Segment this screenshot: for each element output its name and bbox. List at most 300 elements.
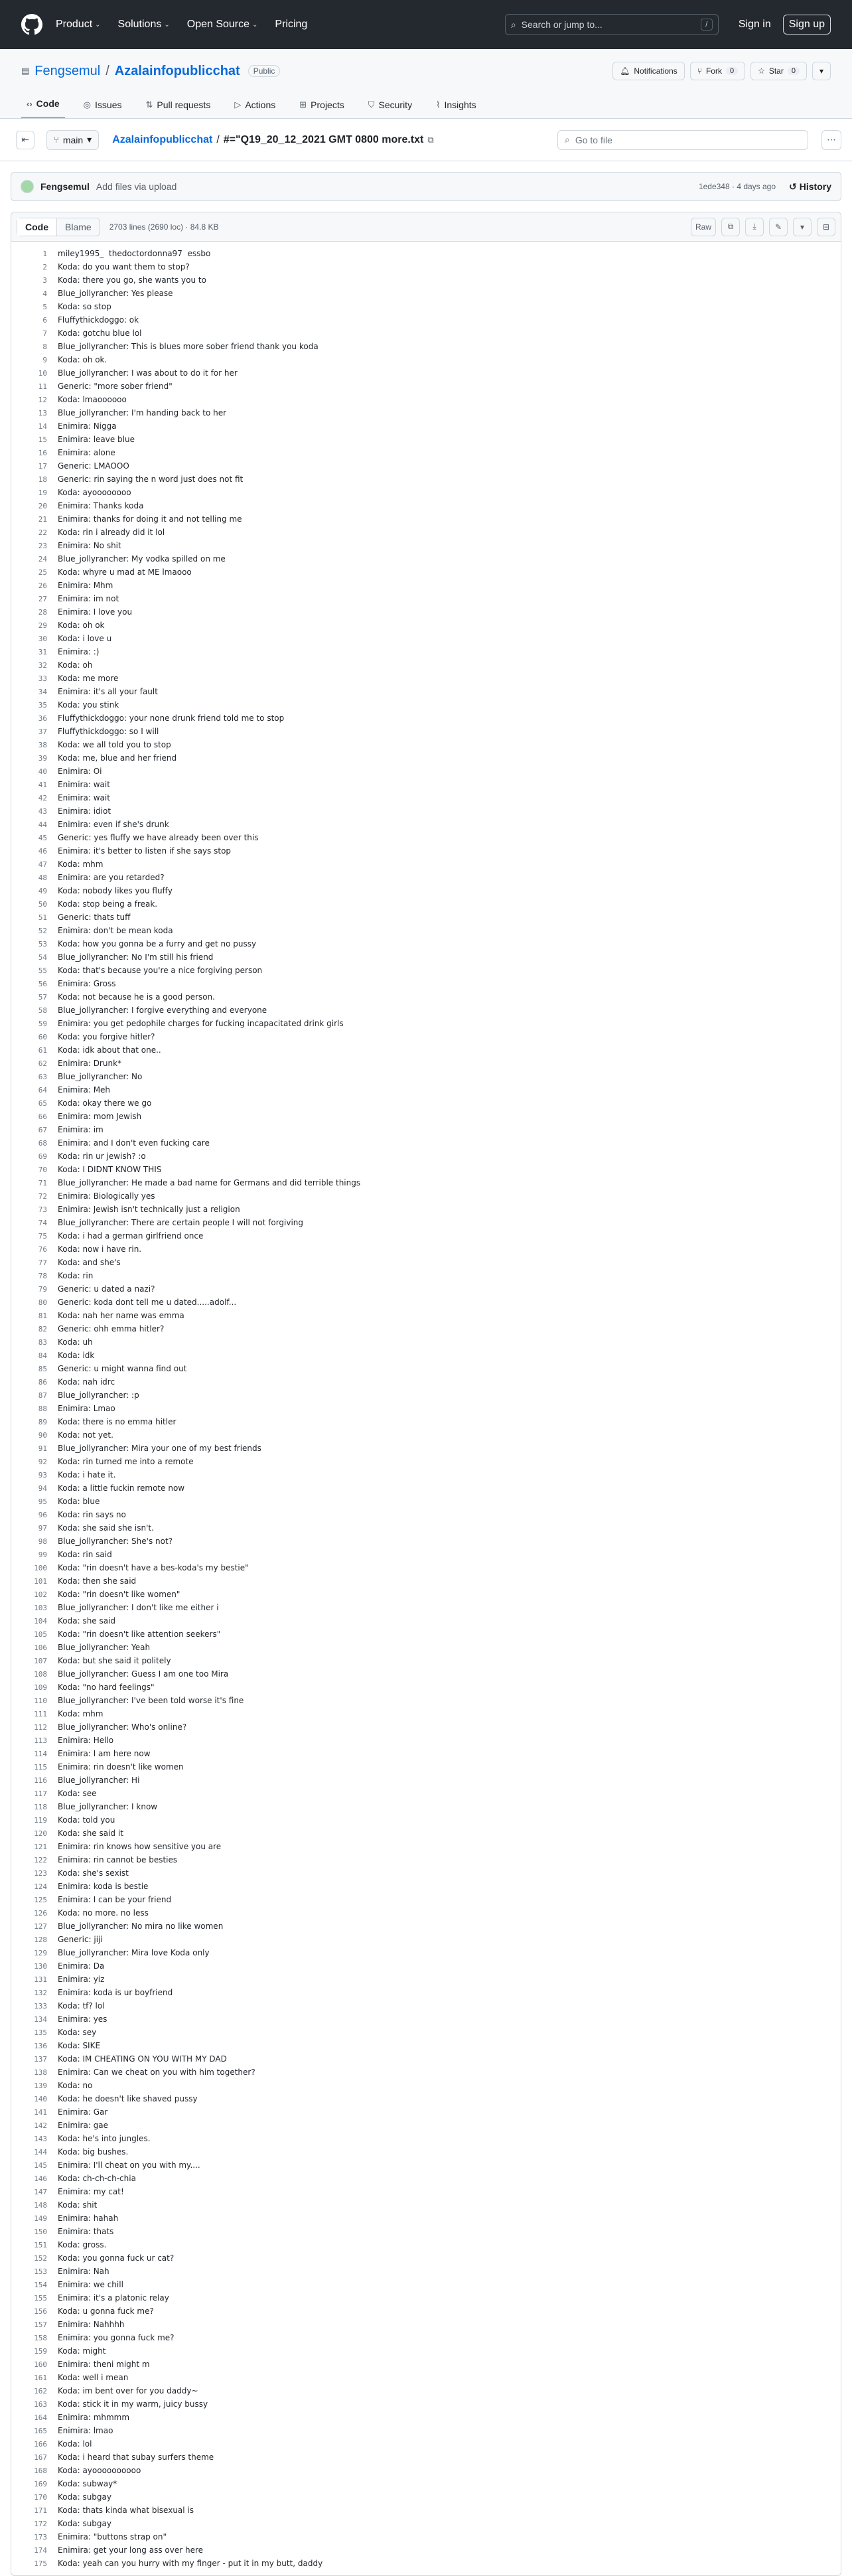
line-number[interactable]: 115 xyxy=(34,1762,47,1772)
toggle-sidebar-button[interactable] xyxy=(16,131,35,149)
go-to-file-input[interactable] xyxy=(557,130,808,150)
line-number[interactable]: 161 xyxy=(34,2373,47,2382)
line-number[interactable]: 53 xyxy=(38,939,47,948)
line-number[interactable]: 20 xyxy=(38,501,47,510)
line-number[interactable]: 143 xyxy=(34,2134,47,2143)
code-line xyxy=(11,2238,841,2251)
line-number[interactable]: 163 xyxy=(34,2399,47,2409)
line-number[interactable]: 59 xyxy=(38,1019,47,1028)
line-number[interactable]: 5 xyxy=(42,302,47,311)
code-line xyxy=(11,1269,841,1282)
line-number[interactable]: 39 xyxy=(38,753,47,763)
line-text: Koda: so stop xyxy=(58,302,111,311)
star-button[interactable]: ☆ Star 0 xyxy=(750,62,807,80)
repo-icon: ▤ xyxy=(21,66,30,76)
line-number[interactable]: 57 xyxy=(38,992,47,1002)
line-number[interactable]: 44 xyxy=(38,820,47,829)
line-number[interactable]: 98 xyxy=(38,1537,47,1546)
code-view-button[interactable]: Code xyxy=(17,218,57,236)
line-number[interactable]: 64 xyxy=(38,1085,47,1095)
fork-icon: ⑂ xyxy=(697,66,702,76)
line-number[interactable]: 106 xyxy=(34,1643,47,1652)
code-line xyxy=(11,2066,841,2079)
line-number[interactable]: 25 xyxy=(38,568,47,577)
code-line xyxy=(11,1827,841,1840)
line-text: Blue_jollyrancher: I was about to do it for her xyxy=(58,368,238,378)
line-number[interactable]: 166 xyxy=(34,2439,47,2449)
line-number[interactable]: 95 xyxy=(38,1497,47,1506)
commit-message[interactable]: Add files via upload xyxy=(96,181,177,192)
line-number[interactable]: 155 xyxy=(34,2293,47,2303)
line-number[interactable]: 120 xyxy=(34,1829,47,1838)
tab-code[interactable]: ‹› Code xyxy=(21,98,65,118)
line-number[interactable]: 111 xyxy=(34,1709,47,1718)
commit-meta[interactable]: 1ede348 · 4 days ago xyxy=(698,182,776,191)
line-text: Enimira: Lmao xyxy=(58,1404,115,1413)
breadcrumb-repo-link[interactable]: Azalainfopublicchat xyxy=(112,133,213,145)
line-number[interactable]: 69 xyxy=(38,1152,47,1161)
line-number[interactable]: 73 xyxy=(38,1205,47,1214)
nav-product[interactable]: Product ⌄ xyxy=(56,19,101,30)
line-number[interactable]: 18 xyxy=(38,475,47,484)
line-number[interactable]: 43 xyxy=(38,806,47,816)
line-number[interactable]: 77 xyxy=(38,1258,47,1267)
code-line xyxy=(11,1243,841,1256)
line-number[interactable]: 49 xyxy=(38,886,47,895)
line-text: Koda: lol xyxy=(58,2439,92,2449)
line-number[interactable]: 21 xyxy=(38,514,47,524)
file-info: 2703 lines (2690 loc) · 84.8 KB xyxy=(109,222,219,232)
line-number[interactable]: 60 xyxy=(38,1032,47,1041)
line-number[interactable]: 133 xyxy=(34,2001,47,2010)
blame-view-button[interactable]: Blame xyxy=(65,221,92,232)
line-number[interactable]: 84 xyxy=(38,1351,47,1360)
line-number[interactable]: 104 xyxy=(34,1616,47,1626)
code-line xyxy=(11,2079,841,2092)
code-line xyxy=(11,1561,841,1574)
line-number[interactable]: 4 xyxy=(42,289,47,298)
line-number[interactable]: 128 xyxy=(34,1935,47,1944)
line-number[interactable]: 14 xyxy=(38,421,47,431)
line-number[interactable]: 54 xyxy=(38,952,47,962)
line-text: Enimira: theni might m xyxy=(58,2360,150,2369)
line-number[interactable]: 174 xyxy=(34,2545,47,2555)
line-number[interactable]: 142 xyxy=(34,2121,47,2130)
line-number[interactable]: 168 xyxy=(34,2466,47,2475)
line-text: Generic: rin saying the n word just does not fit xyxy=(58,475,244,484)
breadcrumb-separator: / xyxy=(216,133,220,145)
line-number[interactable]: 129 xyxy=(34,1948,47,1957)
line-number[interactable]: 146 xyxy=(34,2174,47,2183)
line-number[interactable]: 94 xyxy=(38,1483,47,1493)
line-number[interactable]: 28 xyxy=(38,607,47,617)
line-number[interactable]: 121 xyxy=(34,1842,47,1851)
line-number[interactable]: 126 xyxy=(34,1908,47,1918)
line-text: Enimira: Gar xyxy=(58,2107,108,2117)
line-number[interactable]: 1 xyxy=(42,249,47,258)
line-number[interactable]: 108 xyxy=(34,1669,47,1679)
fork-button[interactable]: ⑂ Fork 0 xyxy=(690,62,745,80)
line-number[interactable]: 118 xyxy=(34,1802,47,1811)
line-number[interactable]: 55 xyxy=(38,966,47,975)
tab-security[interactable]: ⛉ Security xyxy=(368,100,413,110)
line-number[interactable]: 144 xyxy=(34,2147,47,2157)
line-number[interactable]: 92 xyxy=(38,1457,47,1466)
nav-pricing[interactable]: Pricing xyxy=(275,19,308,30)
line-number[interactable]: 114 xyxy=(34,1749,47,1758)
line-number[interactable]: 136 xyxy=(34,2041,47,2050)
line-number[interactable]: 109 xyxy=(34,1683,47,1692)
more-options-button[interactable] xyxy=(821,130,841,150)
line-number[interactable]: 34 xyxy=(38,687,47,696)
code-line xyxy=(11,1720,841,1734)
line-number[interactable]: 74 xyxy=(38,1218,47,1227)
star-dropdown-button[interactable] xyxy=(812,62,831,80)
line-text: Fluffythickdoggo: your none drunk friend told me to stop xyxy=(58,714,285,723)
line-number[interactable]: 162 xyxy=(34,2386,47,2395)
line-number[interactable]: 171 xyxy=(34,2506,47,2515)
raw-button[interactable]: Raw xyxy=(691,218,716,236)
line-number[interactable]: 88 xyxy=(38,1404,47,1413)
code-line xyxy=(11,1030,841,1043)
line-number[interactable]: 48 xyxy=(38,873,47,882)
line-number[interactable]: 71 xyxy=(38,1178,47,1187)
line-number[interactable]: 61 xyxy=(38,1045,47,1055)
tab-actions[interactable]: ▷ Actions xyxy=(234,100,276,110)
line-text: Fluffythickdoggo: so I will xyxy=(58,727,159,736)
line-number[interactable]: 148 xyxy=(34,2200,47,2210)
line-number[interactable]: 9 xyxy=(42,355,47,364)
line-number[interactable]: 75 xyxy=(38,1231,47,1241)
code-line xyxy=(11,658,841,672)
line-number[interactable]: 51 xyxy=(38,913,47,922)
line-number[interactable]: 127 xyxy=(34,1922,47,1931)
line-number[interactable]: 125 xyxy=(34,1895,47,1904)
line-number[interactable]: 24 xyxy=(38,554,47,564)
search-icon: ⌕ xyxy=(510,19,516,30)
main-nav xyxy=(56,19,307,31)
line-number[interactable]: 164 xyxy=(34,2413,47,2422)
line-number[interactable]: 167 xyxy=(34,2453,47,2462)
pencil-icon: ✎ xyxy=(774,222,782,232)
global-search[interactable] xyxy=(505,14,719,35)
sign-in-link[interactable]: Sign in xyxy=(738,19,771,30)
code-line xyxy=(11,1322,841,1335)
line-number[interactable]: 35 xyxy=(38,700,47,710)
line-text: Koda: subgay xyxy=(58,2519,111,2528)
code-line xyxy=(11,2212,841,2225)
line-number[interactable]: 119 xyxy=(34,1815,47,1825)
line-text: Enimira: get your long ass over here xyxy=(58,2545,204,2555)
line-text: Enimira: Gross xyxy=(58,979,116,988)
line-number[interactable]: 134 xyxy=(34,2014,47,2024)
line-number[interactable]: 90 xyxy=(38,1430,47,1440)
line-number[interactable]: 124 xyxy=(34,1882,47,1891)
line-number[interactable]: 103 xyxy=(34,1603,47,1612)
line-number[interactable]: 67 xyxy=(38,1125,47,1134)
line-number[interactable]: 107 xyxy=(34,1656,47,1665)
line-number[interactable]: 158 xyxy=(34,2333,47,2342)
code-line xyxy=(11,911,841,924)
code-line xyxy=(11,964,841,977)
line-number[interactable]: 68 xyxy=(38,1138,47,1148)
code-line xyxy=(11,1800,841,1813)
line-number[interactable]: 58 xyxy=(38,1006,47,1015)
code-line xyxy=(11,831,841,844)
line-number[interactable]: 165 xyxy=(34,2426,47,2435)
line-number[interactable]: 145 xyxy=(34,2160,47,2170)
repo-title xyxy=(21,49,831,86)
line-text: Blue_jollyrancher: My vodka spilled on me xyxy=(58,554,226,564)
line-number[interactable]: 86 xyxy=(38,1377,47,1387)
line-text: Enimira: rin doesn't like women xyxy=(58,1762,184,1772)
line-number[interactable]: 76 xyxy=(38,1245,47,1254)
line-text: Koda: then she said xyxy=(58,1576,137,1586)
code-line xyxy=(11,1150,841,1163)
table-icon: ⊞ xyxy=(299,100,307,110)
line-number[interactable]: 150 xyxy=(34,2227,47,2236)
line-number[interactable]: 10 xyxy=(38,368,47,378)
line-number[interactable]: 36 xyxy=(38,714,47,723)
tab-insights[interactable]: ⌇ Insights xyxy=(436,100,476,110)
line-number[interactable]: 65 xyxy=(38,1099,47,1108)
code-line xyxy=(11,2305,841,2318)
line-text: Enimira: wait xyxy=(58,780,110,789)
line-number[interactable]: 159 xyxy=(34,2346,47,2356)
line-number[interactable]: 139 xyxy=(34,2081,47,2090)
line-number[interactable]: 101 xyxy=(34,1576,47,1586)
line-number[interactable]: 137 xyxy=(34,2054,47,2064)
branch-selector[interactable]: ⑂ main ▾ xyxy=(46,130,99,150)
copy-icon: ⧉ xyxy=(727,222,734,231)
line-number[interactable]: 170 xyxy=(34,2492,47,2502)
line-number[interactable]: 8 xyxy=(42,342,47,351)
code-line xyxy=(11,645,841,658)
line-number[interactable]: 89 xyxy=(38,1417,47,1426)
commit-author[interactable]: Fengsemul xyxy=(40,181,90,192)
code-line xyxy=(11,1455,841,1468)
line-number[interactable]: 15 xyxy=(38,435,47,444)
line-number[interactable]: 141 xyxy=(34,2107,47,2117)
tab-issues[interactable]: ◎ Issues xyxy=(83,100,122,110)
code-line xyxy=(11,990,841,1004)
line-number[interactable]: 175 xyxy=(34,2559,47,2568)
line-number[interactable]: 56 xyxy=(38,979,47,988)
code-line xyxy=(11,1774,841,1787)
line-number[interactable]: 87 xyxy=(38,1391,47,1400)
code-line xyxy=(11,2557,841,2570)
line-number[interactable]: 96 xyxy=(38,1510,47,1519)
line-number[interactable]: 93 xyxy=(38,1470,47,1479)
line-number[interactable]: 117 xyxy=(34,1789,47,1798)
line-text: Koda: he doesn't like shaved pussy xyxy=(58,2094,198,2103)
line-text: Enimira: alone xyxy=(58,448,115,457)
line-text: Koda: might xyxy=(58,2346,106,2356)
line-number[interactable]: 11 xyxy=(38,382,47,391)
code-line xyxy=(11,2424,841,2437)
line-number[interactable]: 156 xyxy=(34,2307,47,2316)
line-number[interactable]: 13 xyxy=(38,408,47,417)
line-number[interactable]: 102 xyxy=(34,1590,47,1599)
line-text: Koda: ayoooooooooo xyxy=(58,2466,141,2475)
line-number[interactable]: 81 xyxy=(38,1311,47,1320)
line-number[interactable]: 63 xyxy=(38,1072,47,1081)
nav-open-source[interactable]: Open Source ⌄ xyxy=(186,19,258,30)
code-line xyxy=(11,844,841,858)
code-line xyxy=(11,1654,841,1667)
tab-pull-requests[interactable]: ⇅ Pull requests xyxy=(145,100,211,110)
line-number[interactable]: 32 xyxy=(38,660,47,670)
download-button[interactable] xyxy=(745,218,764,236)
line-text: Koda: im bent over for you daddy~ xyxy=(58,2386,198,2395)
line-text: Koda: rin turned me into a remote xyxy=(58,1457,194,1466)
line-number[interactable]: 100 xyxy=(34,1563,47,1572)
line-number[interactable]: 83 xyxy=(38,1337,47,1347)
line-number[interactable]: 113 xyxy=(34,1736,47,1745)
line-text: Enimira: :) xyxy=(58,647,100,656)
line-number[interactable]: 37 xyxy=(38,727,47,736)
line-number[interactable]: 38 xyxy=(38,740,47,749)
line-text: Koda: do you want them to stop? xyxy=(58,262,190,271)
line-number[interactable]: 30 xyxy=(38,634,47,643)
github-logo-icon[interactable] xyxy=(21,14,42,35)
line-number[interactable]: 70 xyxy=(38,1165,47,1174)
nav-solutions[interactable]: Solutions ⌄ xyxy=(117,19,170,30)
line-number[interactable]: 50 xyxy=(38,899,47,909)
history-button[interactable]: ↺ History xyxy=(789,181,831,192)
line-text: Koda: i heard that subay surfers theme xyxy=(58,2453,214,2462)
line-number[interactable]: 46 xyxy=(38,846,47,856)
line-number[interactable]: 173 xyxy=(34,2532,47,2541)
branch-icon: ⑂ xyxy=(54,135,59,145)
line-number[interactable]: 12 xyxy=(38,395,47,404)
breadcrumb-filename: #="Q19_20_12_2021 GMT 0800 more.txt xyxy=(223,133,424,145)
line-number[interactable]: 22 xyxy=(38,528,47,537)
edit-dropdown-button[interactable] xyxy=(793,218,812,236)
code-line xyxy=(11,2517,841,2530)
line-number[interactable]: 80 xyxy=(38,1298,47,1307)
line-text: Enimira: thanks for doing it and not telling me xyxy=(58,514,242,524)
line-number[interactable]: 6 xyxy=(42,315,47,325)
line-number[interactable]: 79 xyxy=(38,1284,47,1294)
code-line xyxy=(11,2451,841,2464)
copy-path-icon[interactable]: ⧉ xyxy=(427,134,434,145)
code-line xyxy=(11,884,841,897)
sign-up-button[interactable]: Sign up xyxy=(783,15,831,35)
line-number[interactable]: 41 xyxy=(38,780,47,789)
line-text: Enimira: koda is bestie xyxy=(58,1882,149,1891)
copy-raw-button[interactable] xyxy=(721,218,740,236)
code-line xyxy=(11,1747,841,1760)
code-line xyxy=(11,1442,841,1455)
line-number[interactable]: 147 xyxy=(34,2187,47,2196)
line-number[interactable]: 160 xyxy=(34,2360,47,2369)
line-number[interactable]: 7 xyxy=(42,329,47,338)
code-line xyxy=(11,685,841,698)
line-number[interactable]: 97 xyxy=(38,1523,47,1533)
edit-button[interactable] xyxy=(769,218,788,236)
line-text: Koda: idk xyxy=(58,1351,95,1360)
line-number[interactable]: 3 xyxy=(42,275,47,285)
line-number[interactable]: 151 xyxy=(34,2240,47,2249)
line-number[interactable]: 123 xyxy=(34,1868,47,1878)
line-number[interactable]: 42 xyxy=(38,793,47,802)
code-line xyxy=(11,765,841,778)
line-number[interactable]: 26 xyxy=(38,581,47,590)
line-number[interactable]: 19 xyxy=(38,488,47,497)
line-number[interactable]: 132 xyxy=(34,1988,47,1997)
line-number[interactable]: 29 xyxy=(38,621,47,630)
line-number[interactable]: 112 xyxy=(34,1722,47,1732)
line-number[interactable]: 99 xyxy=(38,1550,47,1559)
code-line xyxy=(11,419,841,433)
line-number[interactable]: 16 xyxy=(38,448,47,457)
code-line xyxy=(11,2397,841,2411)
line-number[interactable]: 122 xyxy=(34,1855,47,1864)
line-number[interactable]: 40 xyxy=(38,767,47,776)
line-number[interactable]: 33 xyxy=(38,674,47,683)
line-number[interactable]: 157 xyxy=(34,2320,47,2329)
line-number[interactable]: 27 xyxy=(38,594,47,603)
code-line xyxy=(11,1097,841,1110)
line-number[interactable]: 153 xyxy=(34,2267,47,2276)
line-number[interactable]: 45 xyxy=(38,833,47,842)
line-number[interactable]: 110 xyxy=(34,1696,47,1705)
line-number[interactable]: 17 xyxy=(38,461,47,471)
line-number[interactable]: 78 xyxy=(38,1271,47,1280)
line-text: Enimira: it's all your fault xyxy=(58,687,158,696)
breadcrumb xyxy=(112,134,433,146)
line-number[interactable]: 154 xyxy=(34,2280,47,2289)
line-text: Enimira: yes xyxy=(58,2014,107,2024)
line-number[interactable]: 62 xyxy=(38,1059,47,1068)
line-text: Koda: subgay xyxy=(58,2492,111,2502)
line-number[interactable]: 116 xyxy=(34,1776,47,1785)
line-number[interactable]: 23 xyxy=(38,541,47,550)
line-number[interactable]: 149 xyxy=(34,2214,47,2223)
tab-projects[interactable]: ⊞ Projects xyxy=(299,100,344,110)
line-number[interactable]: 66 xyxy=(38,1112,47,1121)
line-number[interactable]: 152 xyxy=(34,2253,47,2263)
line-number[interactable]: 82 xyxy=(38,1324,47,1333)
line-number[interactable]: 47 xyxy=(38,860,47,869)
line-number[interactable]: 169 xyxy=(34,2479,47,2488)
line-number[interactable]: 130 xyxy=(34,1961,47,1971)
line-number[interactable]: 140 xyxy=(34,2094,47,2103)
line-number[interactable]: 52 xyxy=(38,926,47,935)
path-separator: / xyxy=(106,63,109,78)
line-number[interactable]: 85 xyxy=(38,1364,47,1373)
code-line xyxy=(11,327,841,340)
repo-name-link[interactable]: Azalainfopublicchat xyxy=(114,63,240,78)
code-line xyxy=(11,1389,841,1402)
line-text: Generic: ohh emma hitler? xyxy=(58,1324,165,1333)
repo-owner-link[interactable]: Fengsemul xyxy=(35,63,101,78)
notifications-button[interactable]: 🔔︎ Notifications xyxy=(612,62,685,80)
line-number[interactable]: 31 xyxy=(38,647,47,656)
line-text: Koda: how you gonna be a furry and get no pussy xyxy=(58,939,257,948)
avatar[interactable] xyxy=(21,180,34,193)
line-number[interactable]: 2 xyxy=(42,262,47,271)
line-number[interactable]: 72 xyxy=(38,1191,47,1201)
line-number[interactable]: 135 xyxy=(34,2028,47,2037)
line-number[interactable]: 172 xyxy=(34,2519,47,2528)
line-number[interactable]: 131 xyxy=(34,1975,47,1984)
line-number[interactable]: 138 xyxy=(34,2068,47,2077)
line-number[interactable]: 105 xyxy=(34,1629,47,1639)
line-number[interactable]: 91 xyxy=(38,1444,47,1453)
symbols-panel-button[interactable] xyxy=(817,218,835,236)
